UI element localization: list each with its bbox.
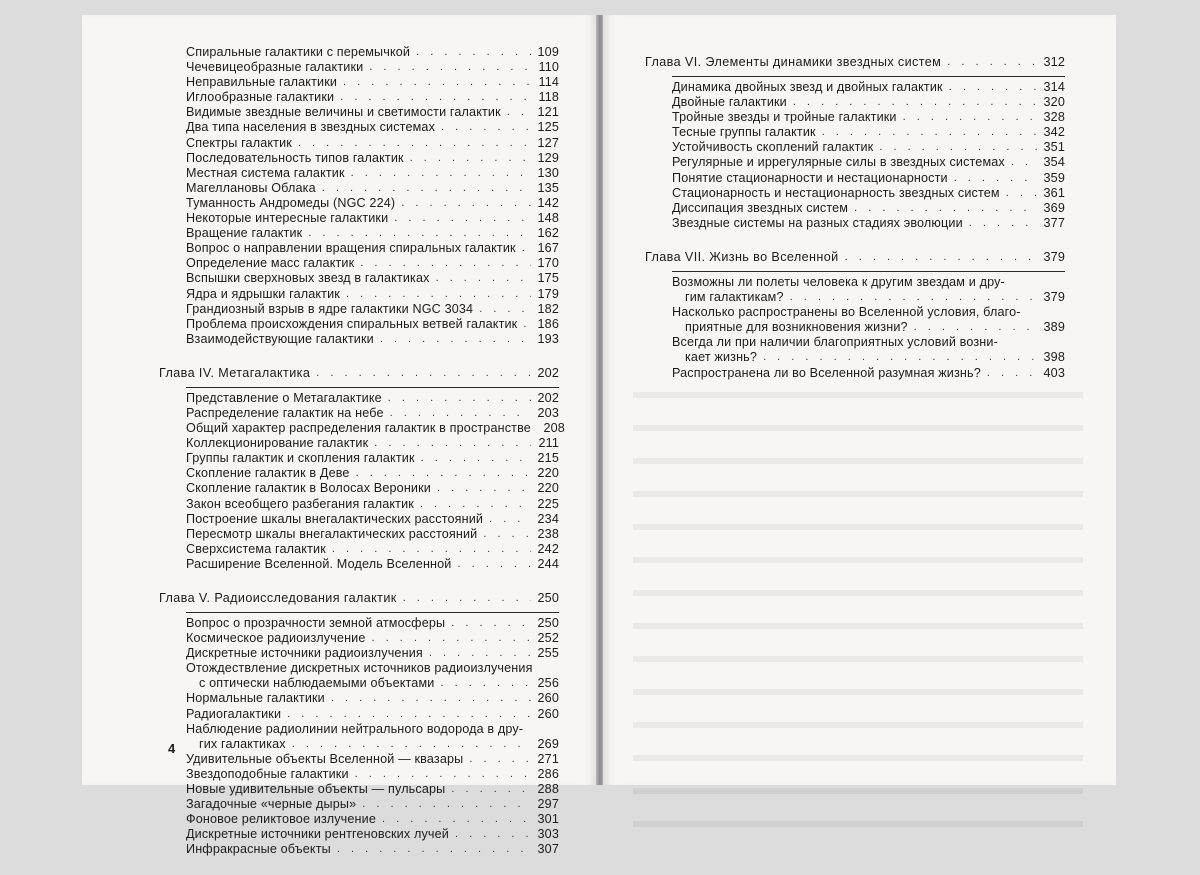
- leader-dots: [374, 436, 531, 451]
- leader-dots: [416, 45, 531, 60]
- leader-dots: [410, 151, 531, 166]
- toc-entry: [159, 512, 559, 527]
- toc-entry-continuation-page: 398: [1043, 350, 1065, 365]
- chapter-rule: [186, 612, 559, 613]
- chapter-heading: [159, 364, 559, 382]
- toc-entry: [159, 241, 559, 256]
- toc-entry-continuation-title: кает жизнь?: [685, 350, 758, 365]
- toc-entry: [159, 391, 559, 406]
- toc-entry-page: 129: [537, 150, 559, 165]
- leader-dots: [469, 752, 531, 767]
- toc-entry-page: 303: [537, 827, 559, 842]
- toc-entry: [159, 226, 559, 241]
- toc-entry-continuation: [159, 737, 559, 752]
- toc-entry: [159, 136, 559, 151]
- toc-entry-title: Туманность Андромеды (NGC 224): [186, 195, 396, 210]
- toc-entry: [645, 155, 1065, 170]
- toc-section: [159, 45, 559, 347]
- leader-dots: [987, 366, 1037, 381]
- bleed-through: [633, 385, 1083, 847]
- leader-dots: [458, 557, 532, 572]
- toc-entry-title: Загадочные «черные дыры»: [186, 797, 357, 812]
- toc-entry: [645, 171, 1065, 186]
- toc-entry-title: Космическое радиоизлучение: [186, 631, 366, 646]
- toc-entry-title: Вращение галактик: [186, 226, 303, 241]
- toc-entry-continuation: [645, 350, 1065, 365]
- toc-entry-page: 297: [537, 797, 559, 812]
- page-number: 4: [168, 741, 176, 756]
- toc-entry-title: Некоторые интересные галактики: [186, 211, 389, 226]
- toc-entry-title: Вопрос о направлении вращения спиральных галактик: [186, 241, 516, 256]
- toc-entry-page: 369: [1043, 200, 1065, 215]
- toc-entry: [645, 110, 1065, 125]
- leader-dots: [947, 53, 1037, 71]
- toc-entry-title: Звездоподобные галактики: [186, 766, 349, 781]
- leader-dots: [351, 166, 531, 181]
- toc-entry-continuation: [159, 676, 559, 691]
- toc-entry: [159, 451, 559, 466]
- toc-entry-page: 307: [537, 842, 559, 857]
- leader-dots: [388, 391, 531, 406]
- toc-entry: [645, 275, 1065, 290]
- leader-dots: [362, 797, 531, 812]
- toc-entry-page: 314: [1043, 80, 1065, 94]
- toc-entry-title: Инфракрасные объекты: [186, 842, 331, 857]
- toc-entry: [159, 842, 559, 857]
- chapter-heading: [645, 53, 1065, 71]
- toc-entry-page: 148: [537, 211, 559, 226]
- toc-entry-page: 121: [537, 105, 559, 120]
- toc-entry-continuation-title: гим галактикам?: [685, 290, 784, 305]
- leader-dots: [308, 226, 531, 241]
- leader-dots: [854, 201, 1037, 216]
- toc-entry-page: 220: [537, 481, 559, 496]
- toc-entry-page: 175: [537, 271, 559, 286]
- toc-entry: [159, 827, 559, 842]
- leader-dots: [372, 631, 531, 646]
- toc-entry-title: Два типа населения в звездных системах: [186, 120, 436, 135]
- toc-entry: [159, 105, 559, 120]
- toc-entry-title: Звездные системы на разных стадиях эволюции: [672, 215, 963, 230]
- toc-entry-page: 135: [537, 180, 559, 195]
- leader-dots: [489, 512, 531, 527]
- toc-entry-page: 125: [537, 120, 559, 135]
- toc-entry-continuation-page: 389: [1043, 320, 1065, 335]
- toc-entry: [159, 812, 559, 827]
- toc-entry: [159, 797, 559, 812]
- leader-dots: [337, 842, 531, 857]
- toc-entry: [159, 120, 559, 135]
- toc-entry-title: Дискретные источники рентгеновских лучей: [186, 827, 449, 842]
- toc-entry: [159, 752, 559, 767]
- leader-dots: [420, 497, 531, 512]
- leader-dots: [403, 589, 531, 607]
- leader-dots: [360, 256, 531, 271]
- toc-entry-page: 142: [537, 195, 559, 210]
- toc-entry: [159, 707, 559, 722]
- leader-dots: [380, 332, 531, 347]
- leader-dots: [954, 171, 1037, 186]
- toc-entry: [159, 302, 559, 317]
- toc-entry: [159, 481, 559, 496]
- toc-entry-title: Динамика двойных звезд и двойных галактик: [672, 80, 943, 94]
- toc-entry-title: Общий характер распределения галактик в пространстве: [186, 421, 531, 436]
- toc-entry-title: Дискретные источники радиоизлучения: [186, 646, 423, 661]
- toc-entry-page: 403: [1043, 365, 1065, 380]
- toc-entry-page: 288: [537, 782, 559, 797]
- toc-entry-page: 271: [537, 751, 559, 766]
- toc-entry-page: 193: [537, 331, 559, 346]
- chapter-heading-title: Глава VI. Элементы динамики звездных систем: [645, 55, 942, 69]
- toc-left: [159, 45, 565, 875]
- toc-entry-page: 244: [537, 556, 559, 571]
- toc-entry-title: Радиогалактики: [186, 706, 282, 721]
- toc-entry: [645, 335, 1065, 350]
- toc-entry-title: Взаимодействующие галактики: [186, 331, 374, 346]
- toc-entry: [645, 201, 1065, 216]
- toc-entry-title: Построение шкалы внегалактических расстояний: [186, 511, 484, 526]
- toc-entry: [159, 661, 559, 676]
- toc-entry-page: 242: [537, 541, 559, 556]
- leader-dots: [322, 181, 531, 196]
- toc-entry-page: 130: [537, 165, 559, 180]
- chapter-heading-page: 312: [1043, 55, 1065, 69]
- toc-entry-page: 162: [537, 226, 559, 241]
- toc-entry-page: 351: [1043, 140, 1065, 155]
- toc-entry-page: 238: [537, 526, 559, 541]
- chapter-rule: [186, 387, 559, 388]
- toc-entry-page: 286: [537, 766, 559, 781]
- toc-entry: [645, 125, 1065, 140]
- toc-entry-title: Насколько распространены во Вселенной условия, благо-: [672, 305, 1021, 320]
- toc-entry-title: Скопление галактик в Деве: [186, 466, 350, 481]
- toc-entry-title: Тесные группы галактик: [672, 125, 816, 140]
- leader-dots: [523, 317, 531, 332]
- toc-section: [159, 364, 565, 572]
- toc-entry: [645, 366, 1065, 381]
- toc-entry: [159, 646, 559, 661]
- toc-entry: [159, 542, 559, 557]
- leader-dots: [455, 827, 531, 842]
- leader-dots: [793, 95, 1037, 110]
- chapter-rule: [672, 271, 1065, 272]
- toc-entry: [159, 151, 559, 166]
- toc-entry-title: Магеллановы Облака: [186, 180, 316, 195]
- toc-entry-continuation-title: приятные для возникновения жизни?: [685, 320, 908, 335]
- toc-entry-title: Сверхсистема галактик: [186, 541, 326, 556]
- leader-dots: [421, 451, 531, 466]
- toc-entry: [159, 256, 559, 271]
- toc-entry-title: Неправильные галактики: [186, 75, 338, 90]
- toc-entry-title: Возможны ли полеты человека к другим звездам и дру-: [672, 274, 1005, 289]
- toc-entry-page: 167: [537, 241, 559, 256]
- toc-entry: [159, 287, 559, 302]
- toc-entry: [645, 95, 1065, 110]
- leader-dots: [483, 527, 531, 542]
- chapter-heading-title: Глава VII. Жизнь во Вселенной: [645, 249, 839, 264]
- leader-dots: [401, 196, 531, 211]
- toc-entry-continuation: [645, 320, 1065, 335]
- toc-entry-page: 186: [537, 316, 559, 331]
- toc-entry: [645, 305, 1065, 320]
- toc-entry: [159, 45, 559, 60]
- toc-entry: [159, 332, 559, 347]
- toc-entry-page: 328: [1043, 110, 1065, 125]
- leader-dots: [440, 676, 531, 691]
- toc-entry-title: Устойчивость скоплений галактик: [672, 140, 874, 155]
- leader-dots: [949, 80, 1037, 95]
- toc-entry-title: Тройные звезды и тройные галактики: [672, 110, 897, 125]
- toc-entry-title: Определение масс галактик: [186, 256, 355, 271]
- leader-dots: [437, 481, 531, 496]
- toc-entry-page: 118: [538, 90, 559, 105]
- leader-dots: [914, 320, 1037, 335]
- toc-entry: [159, 722, 559, 737]
- toc-entry-page: 320: [1043, 95, 1065, 110]
- leader-dots: [343, 75, 531, 90]
- toc-entry-title: Ядра и ядрышки галактик: [186, 286, 340, 301]
- toc-entry-page: 342: [1043, 125, 1065, 140]
- leader-dots: [1006, 186, 1037, 201]
- toc-entry-page: 114: [538, 75, 559, 90]
- toc-entry-title: Диссипация звездных систем: [672, 200, 849, 215]
- toc-entry-title: Отождествление дискретных источников радиоизлучения: [186, 661, 533, 676]
- chapter-heading-page: 250: [537, 591, 559, 605]
- toc-entry: [159, 60, 559, 75]
- toc-entry-page: 220: [537, 466, 559, 481]
- toc-entry: [159, 497, 559, 512]
- leader-dots: [479, 302, 531, 317]
- toc-entry-page: 260: [537, 691, 559, 706]
- toc-entry-title: Вспышки сверхновых звезд в галактиках: [186, 271, 430, 286]
- toc-entry-page: 202: [537, 390, 559, 405]
- toc-entry-page: 203: [537, 405, 559, 420]
- toc-section: [645, 53, 1065, 231]
- toc-entry-page: 170: [537, 256, 559, 271]
- toc-entry: [159, 181, 559, 196]
- leader-dots: [1011, 155, 1037, 170]
- toc-entry-page: 109: [537, 45, 559, 59]
- toc-section: [159, 589, 559, 858]
- toc-entry-title: Иглообразные галактики: [186, 90, 335, 105]
- toc-entry-title: Видимые звездные величины и светимости галактик: [186, 105, 501, 120]
- toc-entry-page: 211: [538, 436, 559, 451]
- toc-right: [645, 53, 1065, 398]
- leader-dots: [340, 90, 531, 105]
- toc-entry-title: Распределение галактик на небе: [186, 405, 384, 420]
- toc-entry-title: Группы галактик и скопления галактик: [186, 451, 415, 466]
- toc-entry-continuation-page: 379: [1043, 290, 1065, 305]
- toc-entry-title: Спиральные галактики с перемычкой: [186, 45, 411, 59]
- toc-entry: [159, 421, 565, 436]
- toc-entry-title: Местная система галактик: [186, 165, 345, 180]
- chapter-rule: [672, 76, 1065, 77]
- leader-dots: [451, 616, 531, 631]
- chapter-heading-title: Глава V. Радиоисследования галактик: [159, 591, 397, 605]
- toc-entry-title: Всегда ли при наличии благоприятных условий возни-: [672, 335, 998, 350]
- toc-entry: [645, 186, 1065, 201]
- toc-entry-page: 250: [537, 616, 559, 630]
- toc-entry: [645, 216, 1065, 231]
- toc-entry-title: Чечевицеобразные галактики: [186, 60, 364, 75]
- toc-entry-page: 225: [537, 496, 559, 511]
- toc-entry-title: Представление о Метагалактике: [186, 390, 382, 405]
- toc-entry-title: Расширение Вселенной. Модель Вселенной: [186, 556, 452, 571]
- leader-dots: [346, 287, 531, 302]
- toc-entry: [159, 271, 559, 286]
- toc-entry-title: Пересмотр шкалы внегалактических расстояний: [186, 526, 478, 541]
- leader-dots: [331, 691, 531, 706]
- leader-dots: [355, 767, 531, 782]
- toc-entry-title: Грандиозный взрыв в ядре галактики NGC 3034: [186, 301, 474, 316]
- left-page: [82, 15, 597, 857]
- toc-entry-continuation-title: гих галактиках: [199, 736, 286, 751]
- toc-entry-title: Удивительные объекты Вселенной — квазары: [186, 751, 464, 766]
- toc-entry-page: 252: [537, 631, 559, 646]
- leader-dots: [441, 120, 531, 135]
- toc-entry-title: Спектры галактик: [186, 135, 292, 150]
- leader-dots: [903, 110, 1037, 125]
- toc-entry-page: 234: [537, 511, 559, 526]
- chapter-heading-page: 379: [1043, 249, 1065, 264]
- leader-dots: [390, 406, 531, 421]
- leader-dots: [356, 466, 531, 481]
- toc-entry: [159, 466, 559, 481]
- toc-entry-title: Понятие стационарности и нестационарности: [672, 170, 948, 185]
- toc-entry: [159, 436, 559, 451]
- chapter-heading-title: Глава IV. Метагалактика: [159, 365, 311, 380]
- leader-dots: [522, 241, 531, 256]
- toc-entry-title: Закон всеобщего разбегания галактик: [186, 496, 414, 511]
- toc-entry-page: 354: [1043, 155, 1065, 170]
- toc-entry-continuation-page: 256: [537, 676, 559, 691]
- toc-entry: [159, 631, 559, 646]
- toc-entry: [159, 75, 559, 90]
- toc-entry-continuation-page: 269: [537, 736, 559, 751]
- leader-dots: [287, 707, 531, 722]
- toc-entry-page: 361: [1043, 185, 1065, 200]
- leader-dots: [879, 140, 1037, 155]
- chapter-heading: [645, 248, 1065, 266]
- leader-dots: [382, 812, 531, 827]
- leader-dots: [451, 782, 531, 797]
- leader-dots: [436, 271, 531, 286]
- toc-entry-title: Вопрос о прозрачности земной атмосферы: [186, 616, 446, 630]
- toc-entry-title: Распространена ли во Вселенной разумная жизнь?: [672, 365, 981, 380]
- toc-entry-page: 260: [537, 706, 559, 721]
- toc-entry: [159, 691, 559, 706]
- toc-entry-continuation: [645, 290, 1065, 305]
- leader-dots: [292, 737, 531, 752]
- leader-dots: [429, 646, 531, 661]
- toc-entry-title: Новые удивительные объекты — пульсары: [186, 782, 446, 797]
- toc-entry: [645, 140, 1065, 155]
- toc-entry-page: 301: [537, 812, 559, 827]
- toc-entry-title: Проблема происхождения спиральных ветвей галактик: [186, 316, 518, 331]
- leader-dots: [763, 350, 1037, 365]
- toc-entry-page: 215: [537, 451, 559, 466]
- toc-entry-page: 110: [538, 60, 559, 75]
- right-page: [603, 15, 1116, 785]
- leader-dots: [969, 216, 1037, 231]
- chapter-heading-page: 202: [537, 365, 559, 380]
- toc-entry: [159, 527, 559, 542]
- toc-entry-page: 179: [537, 286, 559, 301]
- toc-entry: [159, 211, 559, 226]
- toc-entry-page: 208: [543, 421, 565, 436]
- toc-entry-title: Коллекционирование галактик: [186, 436, 369, 451]
- toc-entry: [159, 406, 559, 421]
- leader-dots: [790, 290, 1037, 305]
- toc-entry: [159, 317, 559, 332]
- leader-dots: [845, 248, 1037, 266]
- toc-entry: [159, 557, 559, 572]
- leader-dots: [369, 60, 531, 75]
- leader-dots: [507, 105, 531, 120]
- leader-dots: [332, 542, 531, 557]
- toc-entry-page: 182: [537, 301, 559, 316]
- toc-entry-continuation-title: с оптически наблюдаемыми объектами: [199, 676, 435, 691]
- toc-entry: [645, 80, 1065, 95]
- toc-entry-title: Двойные галактики: [672, 95, 787, 110]
- toc-entry-title: Последовательность типов галактик: [186, 150, 404, 165]
- toc-entry-page: 127: [537, 135, 559, 150]
- chapter-heading: [159, 589, 559, 607]
- leader-dots: [822, 125, 1037, 140]
- toc-entry-title: Стационарность и нестационарность звездных систем: [672, 185, 1000, 200]
- leader-dots: [394, 211, 531, 226]
- toc-entry-page: 377: [1043, 215, 1065, 230]
- toc-entry-title: Наблюдение радиолинии нейтрального водорода в дру-: [186, 721, 524, 736]
- toc-entry: [159, 782, 559, 797]
- leader-dots: [298, 136, 531, 151]
- toc-section: [645, 248, 1065, 381]
- toc-entry: [159, 166, 559, 181]
- leader-dots: [316, 364, 531, 382]
- toc-entry-title: Регулярные и иррегулярные силы в звездных системах: [672, 155, 1005, 170]
- toc-entry-title: Скопление галактик в Волосах Вероники: [186, 481, 431, 496]
- toc-entry-page: 359: [1043, 170, 1065, 185]
- toc-entry-title: Нормальные галактики: [186, 691, 325, 706]
- toc-entry: [159, 90, 559, 105]
- toc-entry: [159, 616, 559, 631]
- toc-entry: [159, 196, 559, 211]
- toc-entry-page: 255: [537, 646, 559, 661]
- toc-entry: [159, 767, 559, 782]
- toc-entry-title: Фоновое реликтовое излучение: [186, 812, 376, 827]
